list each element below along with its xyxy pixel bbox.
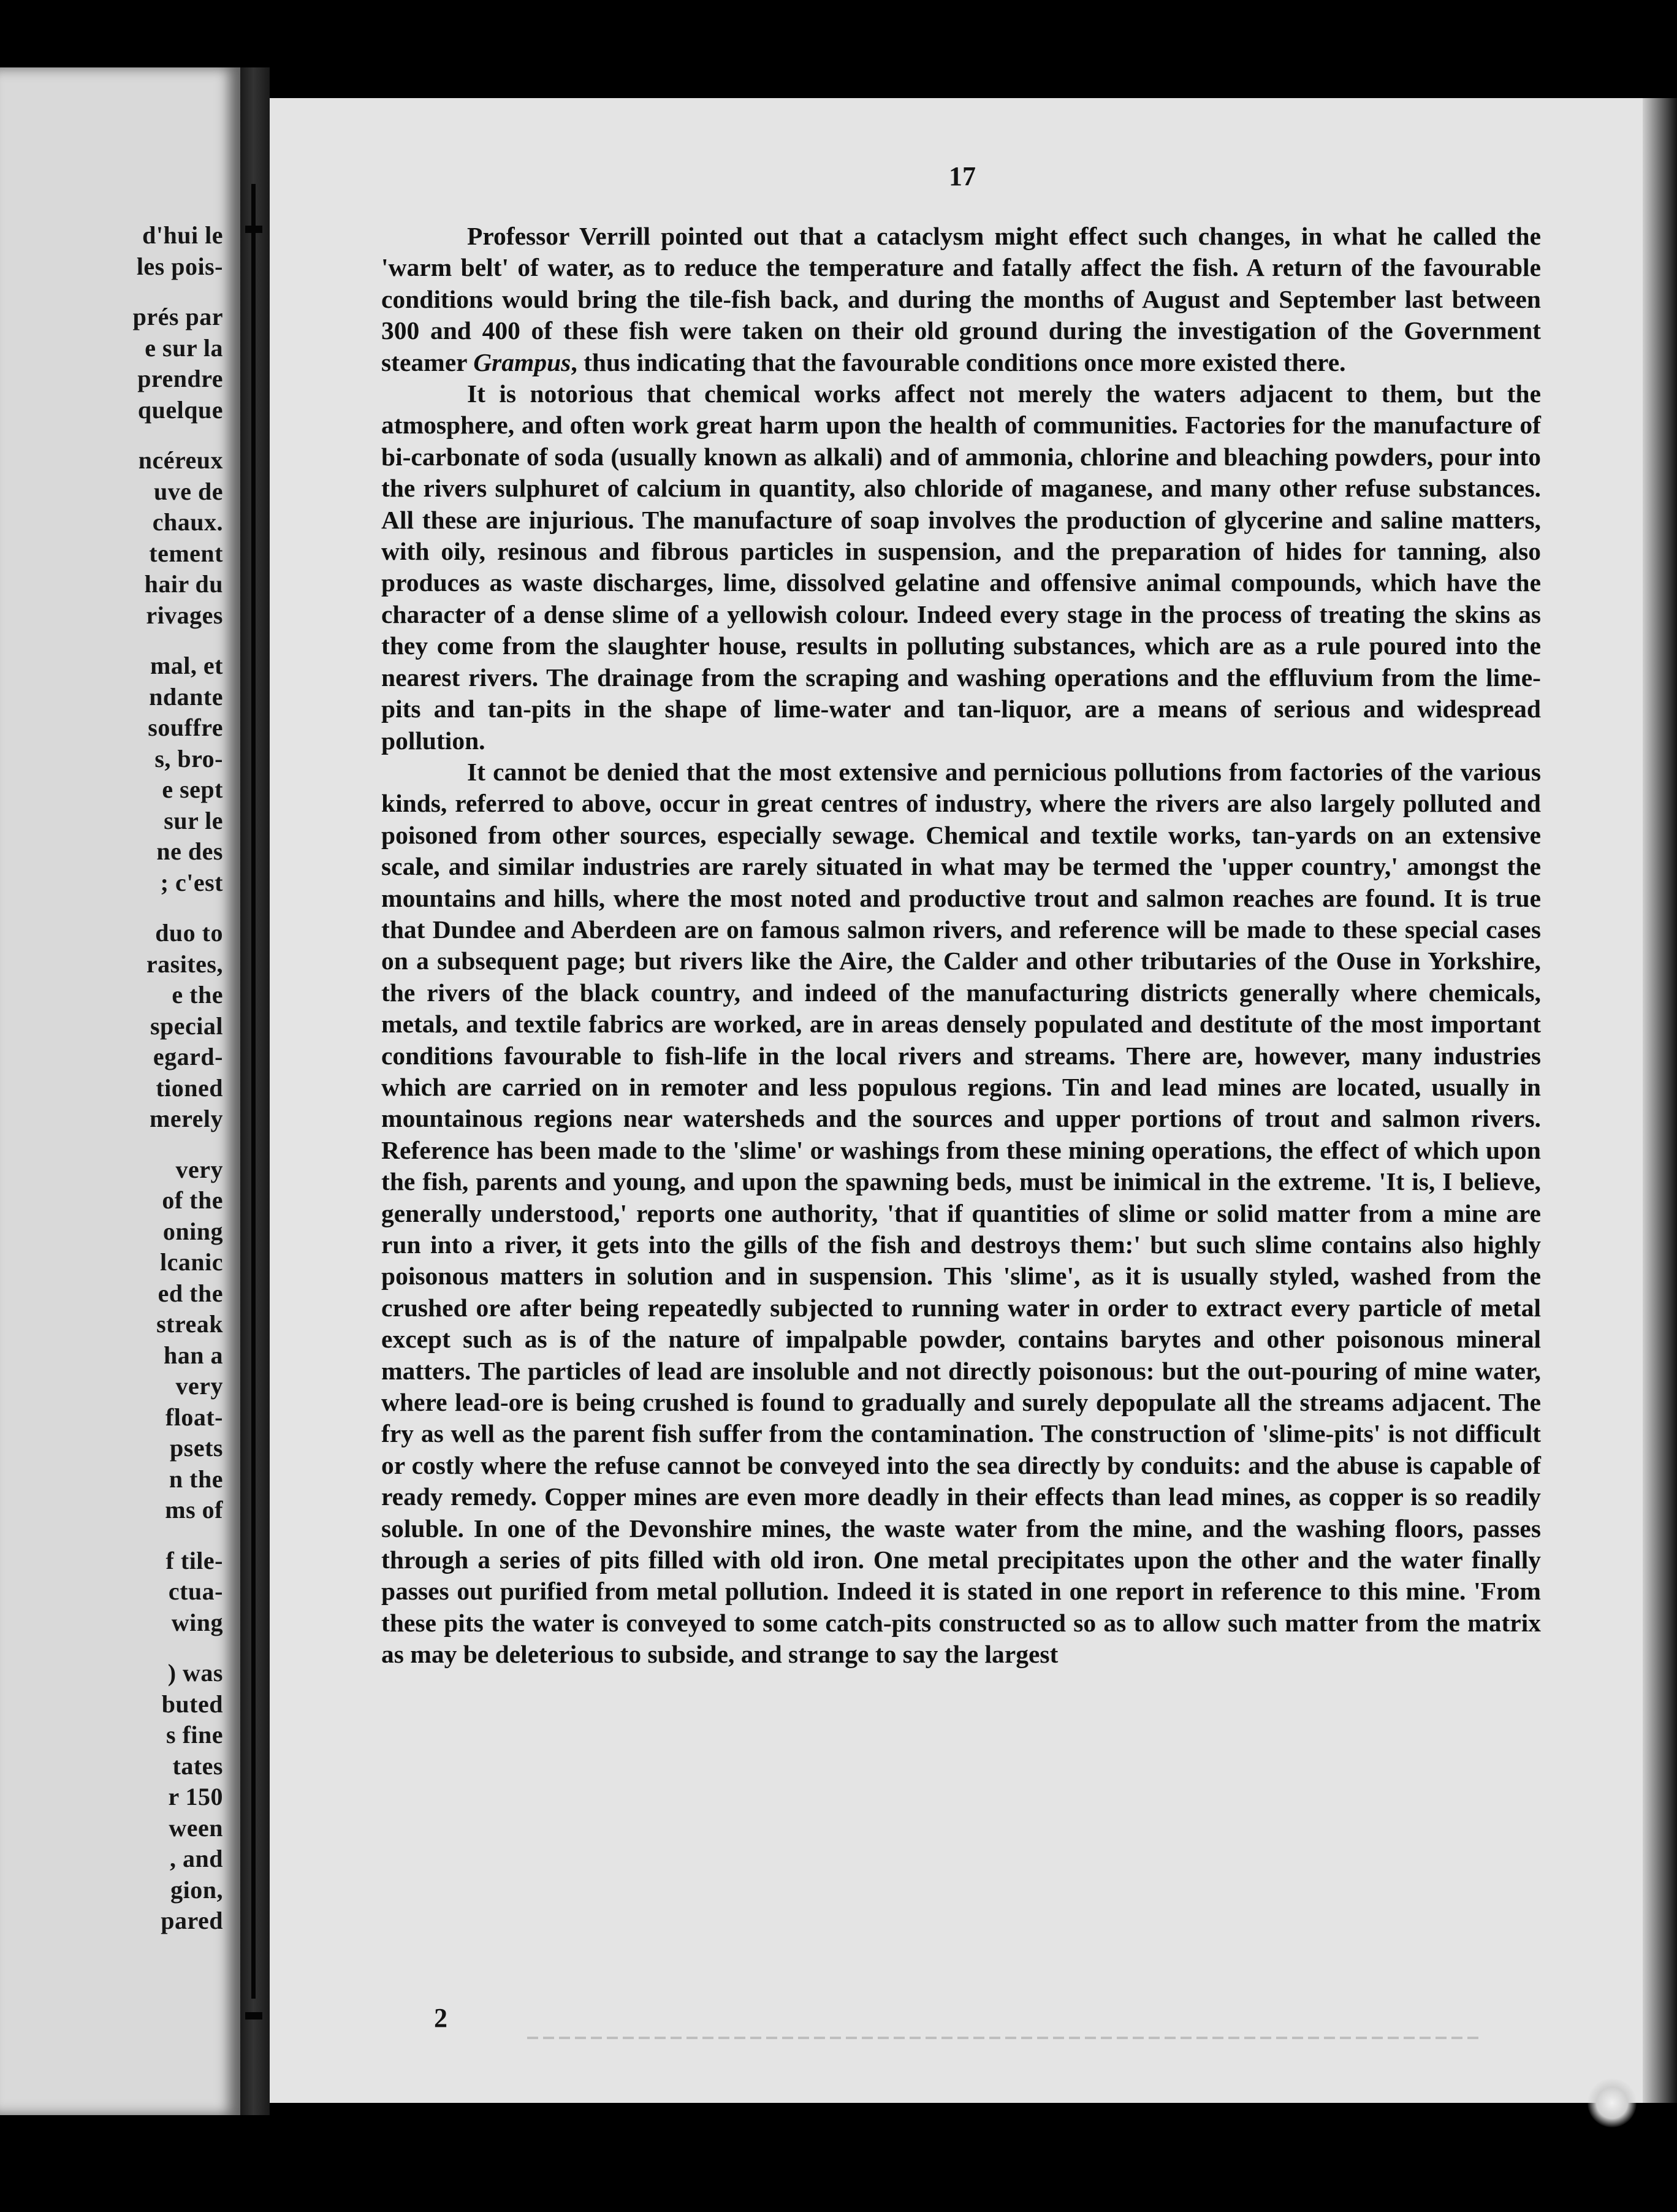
left-page-text-fragment: merely <box>150 1105 223 1132</box>
binding-edge-line <box>251 184 256 1999</box>
signature-mark: 2 <box>434 2003 447 2033</box>
left-page-text-fragment: ctua- <box>168 1577 223 1605</box>
left-page-text-fragment: prés par <box>132 303 223 330</box>
binding-tick-mark <box>245 2012 262 2019</box>
left-page-text-fragment: ) was <box>167 1659 223 1687</box>
left-page-text-fragment: oning <box>162 1217 223 1245</box>
left-page-text-fragment: rasites, <box>146 950 223 978</box>
left-page-text-fragment: buted <box>161 1690 223 1718</box>
left-page-text-fragment: egard- <box>153 1043 223 1070</box>
left-page-text-fragment: prendre <box>137 365 223 392</box>
left-page-text-fragment: ndante <box>149 682 223 711</box>
left-page-text-fragment: tement <box>149 539 223 567</box>
left-page-text-fragment: wing <box>171 1608 223 1636</box>
left-page-text-fragment: very <box>175 1155 223 1183</box>
left-page-text-fragment: r 150 <box>168 1783 223 1810</box>
left-page-text-fragment: duo to <box>155 919 223 947</box>
left-page-text-fragment: n the <box>169 1465 223 1493</box>
left-page-text-fragment: s, bro- <box>154 744 223 772</box>
left-page-text-fragment: uve de <box>154 477 223 505</box>
left-page-text-fragment: ween <box>169 1813 223 1842</box>
paragraph: It cannot be denied that the most extensive and pernicious pollutions from factories of the various kinds, referred to above, occur in great centres of industry, where the rivers are also largely polluted and poisoned from other sources, especially sewage. Chemical and textile works, tan-yards on an extensive scale, and similar industries are rarely situated in what may be termed the 'upper country,' amongst the mountains and hills, where the most noted and productive trout and salmon reaches are found. It is true that Dundee and Aberdeen are on famous salmon rivers, and reference will be made to these special cases on a subsequent page; but rivers like the Aire, the Calder and other tributaries of the Ouse in Yorkshire, the rivers of the black country, and indeed of the manufacturing districts generally where chemicals, metals, and textile fabrics are worked, are in areas densely populated and destitute of the most important conditions favourable to fish-life in the local rivers and streams. There are, however, many industries which are carried on in remoter and less populous regions. Tin and lead mines are located, usually in mountainous regions near watersheds and the sources and upper portions of trout and salmon rivers. Reference has been made to the 'slime' or washings from these mining operations, the effect of which upon the fish, parents and young, and upon the spawning beds, must be inimical in the extreme. 'It is, I believe, generally understood,' reports one authority, 'that if quantities of slime or solid matter from a mine are run into a river, it gets into the gills of the fish and destroys them:' but such slime contains also highly poisonous matters in solution and in suspension. This 'slime', as it is usually styled, washed from the crushed ore after being repeatedly subjected to running water in order to extract every particle of metal except such as is of the nature of impalpable powder, contains barytes and other poisonous mineral matters. The particles of lead are insoluble and not directly poisonous: but the out-pouring of mine water, where lead-ore is being crushed is found to gradually and surely depopulate all the streams adjacent. The fry as well as the parent fish suffer from the contamination. The construction of 'slime-pits' is not difficult or costly where the refuse cannot be conveyed into the sea directly by conduits: and the abuse is capable of ready remedy. Copper mines are even more deadly in their effects than lead mines, as copper is so readily soluble. In one of the Devonshire mines, the waste water from the mine, and the washing floors, passes through a series of pits filled with old iron. One metal precipitates upon the other and the water finally passes out purified from metal pollution. Indeed it is stated in one report in reference to this mine. 'From these pits the water is conveyed to some catch-pits constructed so as to allow such matter from the matrix as may be deleterious to subside, and strange to say the largest <box>381 757 1541 1669</box>
left-page-text-fragment: tioned <box>156 1074 223 1102</box>
page-number: 17 <box>949 161 976 191</box>
body-text <box>381 221 1541 1671</box>
left-page-text-fragment: ne des <box>156 837 223 865</box>
left-page-text-fragment: ncéreux <box>138 446 223 474</box>
left-page-text-fragment: f tile- <box>165 1546 223 1574</box>
left-page-text-fragment: lcanic <box>160 1248 223 1276</box>
left-page-text-fragment: chaux. <box>152 508 223 536</box>
left-page-text-fragment: mal, et <box>150 652 223 679</box>
left-page-text-fragment: ed the <box>158 1279 223 1307</box>
left-page-text-fragment: d'hui le <box>142 221 223 249</box>
left-page-text-fragment: e sur la <box>145 334 223 362</box>
left-page-text-fragment: sur le <box>164 806 223 834</box>
left-page-text-fragment: special <box>150 1012 223 1040</box>
left-page-text-fragment: han a <box>164 1341 223 1369</box>
left-page-text-fragment: ; c'est <box>160 868 223 896</box>
left-page-text-fragment: very <box>175 1372 223 1400</box>
page-right-edge-shadow <box>1643 98 1677 2103</box>
show-through-text <box>527 2037 1483 2039</box>
left-page-text-fragment: s fine <box>166 1721 223 1749</box>
left-page-text-fragment: psets <box>170 1434 223 1462</box>
left-page-partial <box>0 67 240 2115</box>
scan-smudge <box>1588 2078 1637 2127</box>
left-page-text-fragment: streak <box>156 1310 223 1338</box>
left-page-text-fragment: ms of <box>165 1496 223 1524</box>
left-page-text-fragment: pared <box>161 1907 223 1934</box>
left-page-text-fragment: rivages <box>146 601 223 629</box>
left-page-text-fragment: e sept <box>162 776 223 803</box>
left-page-text-fragment: , and <box>170 1845 223 1872</box>
left-page-text-fragment: e the <box>172 981 223 1009</box>
binding-tick-mark <box>245 226 262 233</box>
paragraph: It is notorious that chemical works affect not merely the waters adjacent to them, but the atmosphere, and often work great harm upon the health of communities. Factories for the manufacture of bi-carbonate of soda (usually known as alkali) and of ammonia, chlorine and bleaching powders, pour into the rivers sulphuret of calcium in quantity, also chloride of maganese, and many other refuse substances. All these are injurious. The manufacture of soap involves the production of glycerine and saline matters, with oily, resinous and fibrous particles in suspension, and the preparation of hides for tanning, also produces as waste discharges, lime, dissolved gelatine and offensive animal compounds, which have the character of a dense slime of a yellowish colour. Indeed every stage in the process of treating the skins as they come from the slaughter house, results in polluting substances, which are as a rule poured into the nearest rivers. The drainage from the scraping and washing operations and the effluvium from the lime-pits and tan-pits in the shape of lime-water and tan-liquor, are a means of serious and widespread pollution. <box>381 379 1541 755</box>
left-page-text-fragment: quelque <box>137 395 223 424</box>
left-page-text-fragment: hair du <box>144 570 223 598</box>
paragraph: Professor Verrill pointed out that a cataclysm might effect such changes, in what he called the 'warm belt' of water, as to reduce the temperature and fatally affect the fish. A return of the favourable conditions would bring the tile-fish back, and during the months of August and September last between 300 and 400 of these fish were taken on their old ground during the investigation of the Government steamer Grampus, thus indicating that the favourable conditions once more existed there. <box>381 222 1541 376</box>
left-page-text-fragment: float- <box>165 1403 223 1431</box>
left-page-text-fragment: les pois- <box>136 252 223 280</box>
left-page-text-fragment: tates <box>172 1752 223 1780</box>
left-page-text-fragment: of the <box>162 1186 223 1214</box>
left-page-text-fragment: souffre <box>148 714 223 741</box>
left-page-text-fragment: gion, <box>170 1875 223 1904</box>
